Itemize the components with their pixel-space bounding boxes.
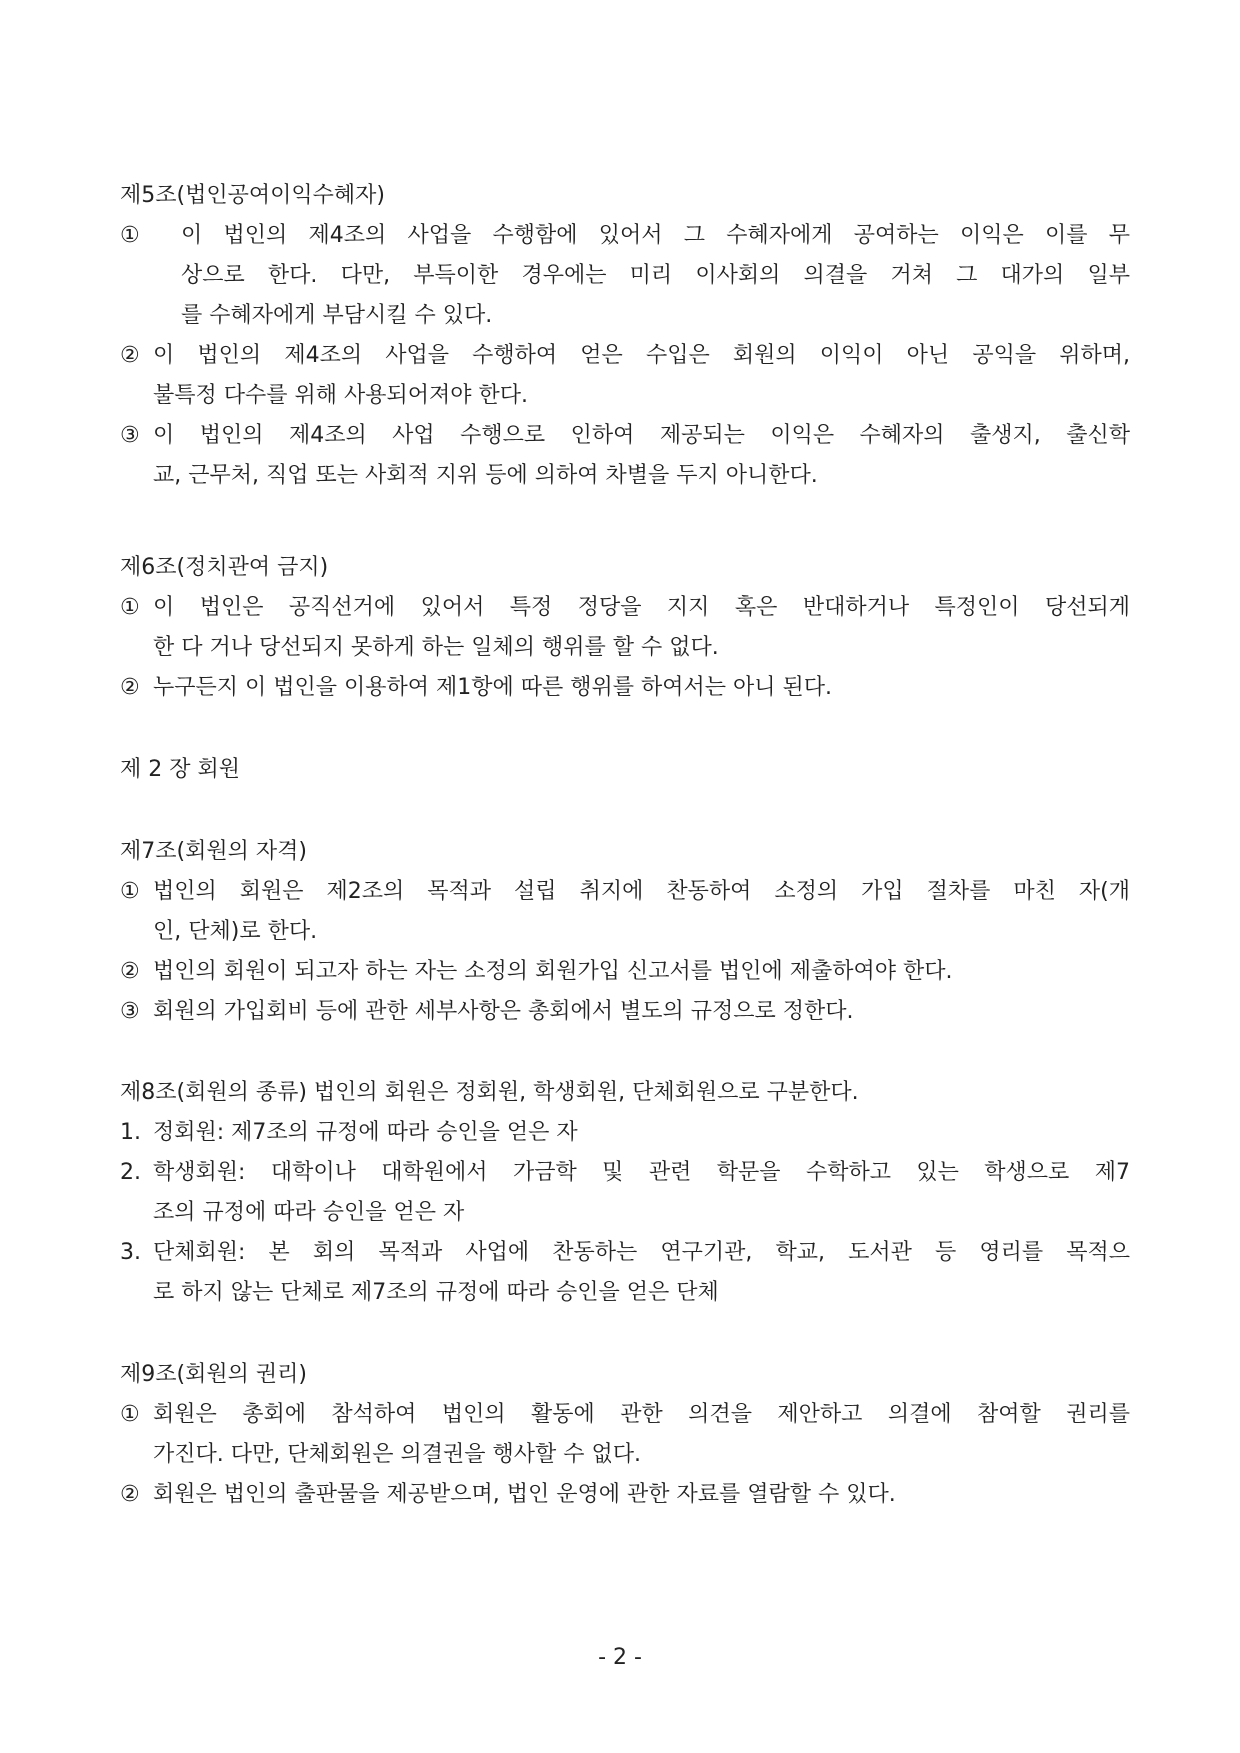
- article-6-item-2: [120, 668, 1130, 708]
- article-6: [120, 548, 1130, 708]
- article-7: [120, 832, 1130, 1032]
- article-5-item-2: [120, 336, 1130, 416]
- article-8-item-3: [120, 1233, 1130, 1313]
- item-marker: ①: [120, 223, 140, 248]
- item-line: 단체회원: 본 회의 목적과 사업에 찬동하는 연구기관, 학교, 도서관 등 영리를 목적으: [153, 1240, 1130, 1265]
- article-6-item-1: [120, 588, 1130, 668]
- article-9: [120, 1355, 1130, 1515]
- article-9-title: 제9조(회원의 권리): [120, 1362, 307, 1387]
- item-marker: ②: [120, 675, 140, 700]
- item-line: 인, 단체)로 한다.: [153, 919, 318, 944]
- article-5: [120, 176, 1130, 496]
- item-line: 누구든지 이 법인을 이용하여 제1항에 따른 행위를 하여서는 아니 된다.: [153, 675, 832, 700]
- item-line: 회원은 법인의 출판물을 제공받으며, 법인 운영에 관한 자료를 열람할 수 있다.: [153, 1482, 896, 1507]
- item-line: 법인의 회원이 되고자 하는 자는 소정의 회원가입 신고서를 법인에 제출하여야 한다.: [153, 959, 953, 984]
- item-line: 한 다 거나 당선되지 못하게 하는 일체의 행위를 할 수 없다.: [153, 635, 719, 660]
- item-marker: ②: [120, 959, 140, 984]
- article-7-title: 제7조(회원의 자격): [120, 839, 307, 864]
- article-9-item-2: [120, 1475, 1130, 1515]
- item-marker: ①: [120, 595, 140, 620]
- article-7-item-3: [120, 992, 1130, 1032]
- item-line: 불특정 다수를 위해 사용되어져야 한다.: [153, 383, 528, 408]
- article-7-item-1: [120, 872, 1130, 952]
- item-marker: ①: [120, 879, 140, 904]
- item-line: 학생회원: 대학이나 대학원에서 가금학 및 관련 학문을 수학하고 있는 학생으로 제7: [153, 1160, 1130, 1185]
- item-marker: 1.: [120, 1120, 141, 1145]
- item-line: 이 법인의 제4조의 사업을 수행하여 얻은 수입은 회원의 이익이 아닌 공익을 위하며,: [153, 343, 1130, 368]
- article-8: [120, 1073, 1130, 1313]
- item-marker: ②: [120, 1482, 140, 1507]
- item-line: 정회원: 제7조의 규정에 따라 승인을 얻은 자: [153, 1120, 578, 1145]
- item-marker: 2.: [120, 1160, 141, 1185]
- article-6-title: 제6조(정치관여 금지): [120, 555, 329, 580]
- item-line: 교, 근무처, 직업 또는 사회적 지위 등에 의하여 차별을 두지 아니한다.: [153, 463, 818, 488]
- item-marker: ①: [120, 1402, 140, 1427]
- article-5-item-3: [120, 416, 1130, 496]
- article-8-item-1: [120, 1113, 1130, 1153]
- item-line: 이 법인의 제4조의 사업을 수행함에 있어서 그 수혜자에게 공여하는 이익은 이를 무: [181, 223, 1130, 248]
- item-line: 가진다. 다만, 단체회원은 의결권을 행사할 수 없다.: [153, 1442, 641, 1467]
- item-marker: ③: [120, 999, 140, 1024]
- item-marker: ③: [120, 423, 140, 448]
- item-line: 조의 규정에 따라 승인을 얻은 자: [153, 1200, 465, 1225]
- item-line: 회원은 총회에 참석하여 법인의 활동에 관한 의견을 제안하고 의결에 참여할 권리를: [153, 1402, 1130, 1427]
- item-line: 이 법인은 공직선거에 있어서 특정 정당을 지지 혹은 반대하거나 특정인이 당선되게: [153, 595, 1130, 620]
- item-line: 회원의 가입회비 등에 관한 세부사항은 총회에서 별도의 규정으로 정한다.: [153, 999, 854, 1024]
- article-8-item-2: [120, 1153, 1130, 1233]
- article-8-title: 제8조(회원의 종류) 법인의 회원은 정회원, 학생회원, 단체회원으로 구분한다.: [120, 1080, 859, 1105]
- page-number: - 2 -: [598, 1645, 642, 1670]
- item-line: 이 법인의 제4조의 사업 수행으로 인하여 제공되는 이익은 수혜자의 출생지, 출신학: [153, 423, 1130, 448]
- article-5-item-1: [120, 216, 1130, 336]
- item-marker: ②: [120, 343, 140, 368]
- item-line: 로 하지 않는 단체로 제7조의 규정에 따라 승인을 얻은 단체: [153, 1280, 719, 1305]
- item-line: 상으로 한다. 다만, 부득이한 경우에는 미리 이사회의 의결을 거쳐 그 대가의 일부: [181, 263, 1130, 288]
- article-5-title: 제5조(법인공여이익수혜자): [120, 183, 385, 208]
- chapter-2-title: 제 2 장 회원: [120, 757, 240, 782]
- item-marker: 3.: [120, 1240, 141, 1265]
- item-line: 법인의 회원은 제2조의 목적과 설립 취지에 찬동하여 소정의 가입 절차를 마친 자(개: [153, 879, 1130, 904]
- item-line: 를 수혜자에게 부담시킬 수 있다.: [181, 303, 493, 328]
- chapter-2: [120, 750, 1130, 790]
- article-7-item-2: [120, 952, 1130, 992]
- article-9-item-1: [120, 1395, 1130, 1475]
